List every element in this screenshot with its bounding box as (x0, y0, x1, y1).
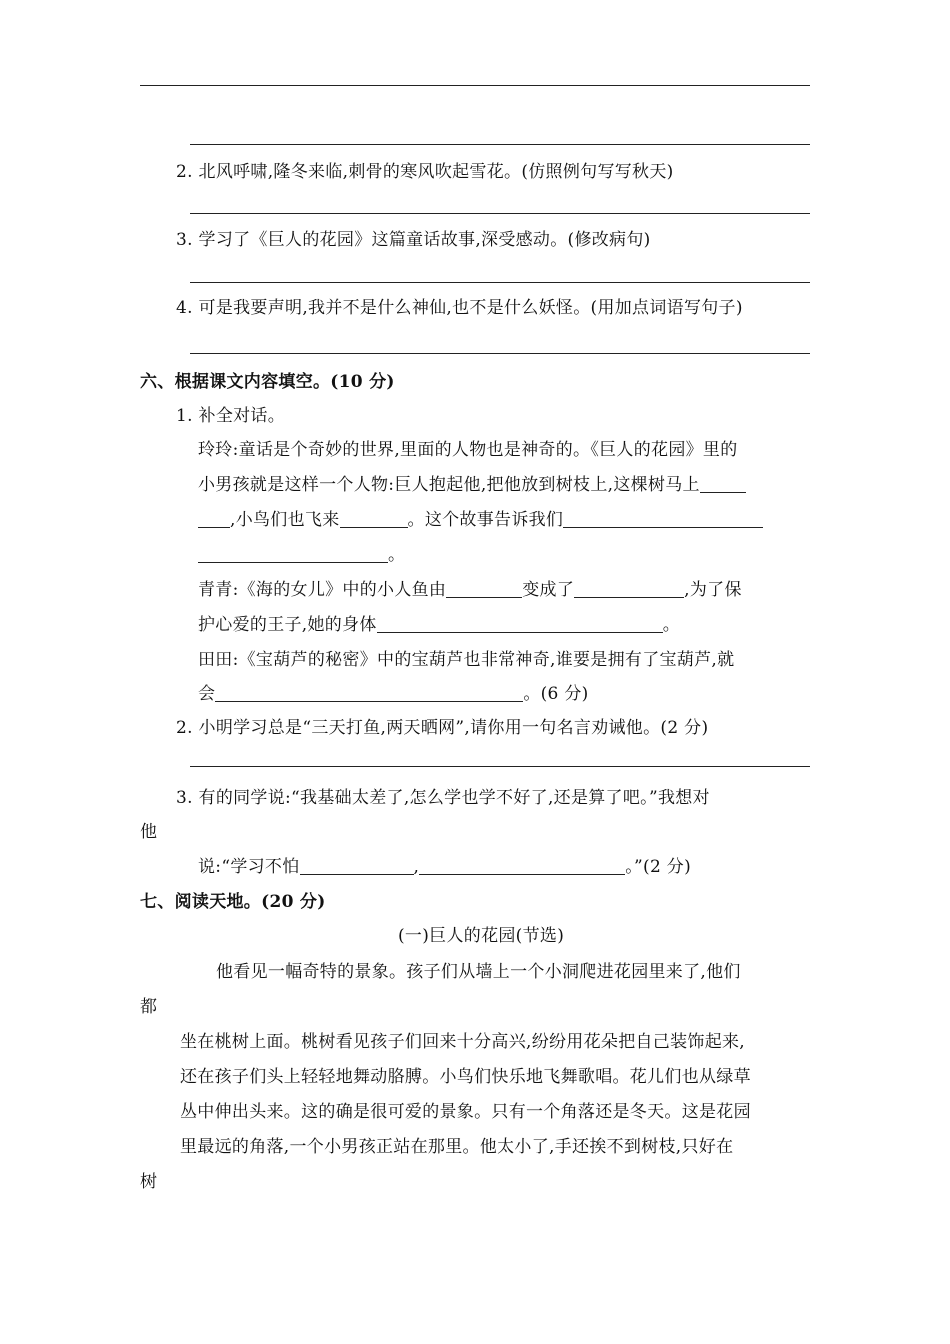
section-6-heading: 六、根据课文内容填空。(10 分) (140, 372, 395, 392)
fill-blank (446, 580, 522, 598)
passage-line: 里最远的角落,一个小男孩正站在那里。他太小了,手还挨不到树枝,只好在 (180, 1137, 734, 1157)
fill-blank (377, 615, 663, 633)
question-5-3: 3. 学习了《巨人的花园》这篇童话故事,深受感动。(修改病句) (176, 230, 651, 250)
fill-blank (215, 684, 523, 702)
section-7-heading: 七、阅读天地。(20 分) (140, 892, 326, 912)
answer-line (190, 144, 810, 145)
header-rule (140, 85, 810, 86)
fill-blank (563, 510, 763, 528)
fill-blank (198, 510, 230, 528)
passage-line: 都 (140, 997, 158, 1017)
fill-blank (198, 545, 388, 563)
fill-blank (700, 475, 746, 493)
question-6-2: 2. 小明学习总是“三天打鱼,两天晒网”,请你用一句名言劝诫他。(2 分) (176, 718, 709, 738)
dialogue-line: 。 (198, 545, 405, 565)
fill-blank (574, 580, 684, 598)
dialogue-line: 玲玲:童话是个奇妙的世界,里面的人物也是神奇的。《巨人的花园》里的 (198, 440, 738, 460)
dialogue-line: 护心爱的王子,她的身体 。 (198, 615, 681, 635)
question-5-4: 4. 可是我要声明,我并不是什么神仙,也不是什么妖怪。(用加点词语写句子) (176, 298, 743, 318)
fill-blank (419, 857, 625, 875)
question-6-3-wrap: 他 (140, 822, 158, 842)
dialogue-line: 小男孩就是这样一个人物:巨人抱起他,把他放到树枝上,这棵树马上 (198, 475, 746, 495)
passage-title: (一)巨人的花园(节选) (398, 926, 565, 946)
question-5-2: 2. 北风呼啸,隆冬来临,刺骨的寒风吹起雪花。(仿照例句写写秋天) (176, 162, 674, 182)
dialogue-line: ,小鸟们也飞来 。这个故事告诉我们 (198, 510, 763, 530)
answer-line (190, 282, 810, 283)
passage-line: 坐在桃树上面。桃树看见孩子们回来十分高兴,纷纷用花朵把自己装饰起来, (180, 1032, 746, 1052)
passage-line: 丛中伸出头来。这的确是很可爱的景象。只有一个角落还是冬天。这是花园 (180, 1102, 751, 1122)
question-6-3-answer: 说:“学习不怕 , 。”(2 分) (198, 857, 692, 877)
fill-blank (300, 857, 414, 875)
passage-line: 树 (140, 1172, 158, 1192)
fill-blank (340, 510, 408, 528)
question-6-3: 3. 有的同学说:“我基础太差了,怎么学也学不好了,还是算了吧。”我想对 (176, 788, 710, 808)
dialogue-line: 田田:《宝葫芦的秘密》中的宝葫芦也非常神奇,谁要是拥有了宝葫芦,就 (198, 650, 735, 670)
answer-line (190, 353, 810, 354)
answer-line (190, 766, 810, 767)
passage-line: 还在孩子们头上轻轻地舞动胳膊。小鸟们快乐地飞舞歌唱。花儿们也从绿草 (180, 1067, 751, 1087)
dialogue-line: 会 。(6 分) (198, 684, 589, 704)
answer-line (190, 213, 810, 214)
passage-line: 他看见一幅奇特的景象。孩子们从墙上一个小洞爬进花园里来了,他们 (216, 962, 741, 982)
dialogue-line: 青青:《海的女儿》中的小人鱼由 变成了 ,为了保 (198, 580, 742, 600)
question-6-1-title: 1. 补全对话。 (176, 406, 286, 426)
